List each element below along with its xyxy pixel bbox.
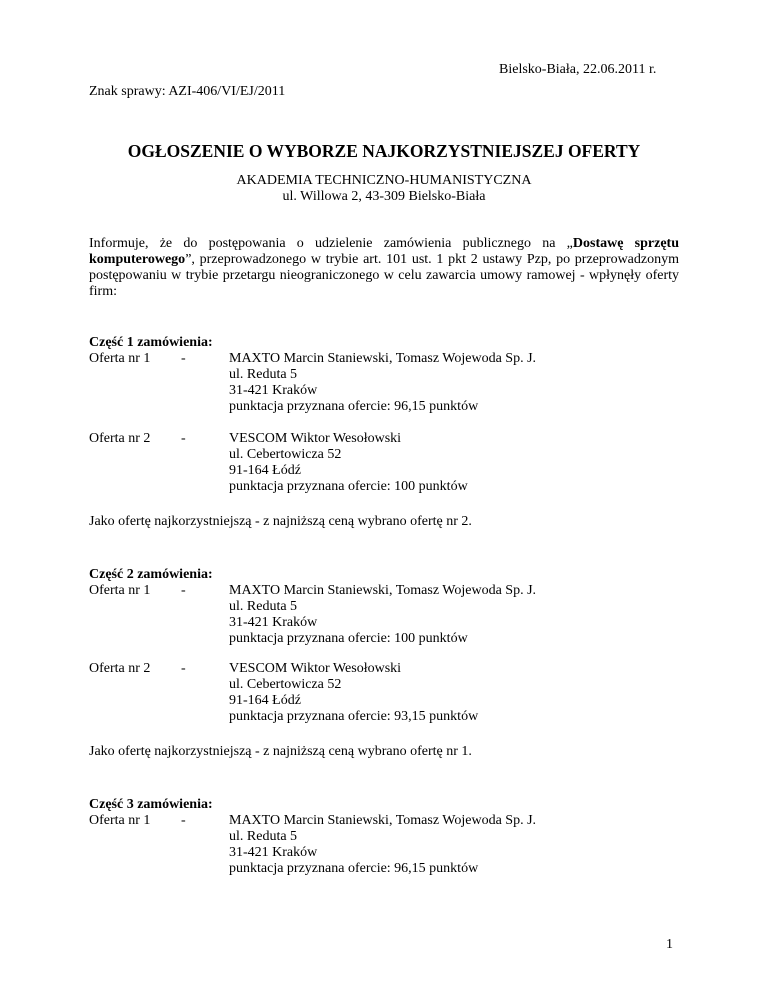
offer-street: ul. Cebertowicza 52 (229, 677, 342, 692)
offer-score: punktacja przyznana ofercie: 96,15 punktów (229, 399, 479, 414)
offer-score: punktacja przyznana ofercie: 100 punktów (229, 631, 468, 646)
offer-label: Oferta nr 1 (89, 813, 151, 828)
offer-label: Oferta nr 2 (89, 661, 151, 676)
offer-dash: - (181, 431, 186, 446)
offer-street: ul. Reduta 5 (229, 367, 298, 382)
offer-score: punktacja przyznana ofercie: 96,15 punktów (229, 861, 479, 876)
offer-city: 31-421 Kraków (229, 383, 318, 398)
offer-company: MAXTO Marcin Staniewski, Tomasz Wojewoda Sp. J. (229, 813, 537, 828)
document-title: OGŁOSZENIE O WYBORZE NAJKORZYSTNIEJSZEJ OFERTY (127, 141, 641, 161)
offer-dash: - (181, 813, 186, 828)
offer-city: 91-164 Łódź (229, 693, 301, 708)
offer-street: ul. Cebertowicza 52 (229, 447, 342, 462)
part-2-section (89, 567, 689, 647)
offer-dash: - (181, 351, 186, 366)
part-3-section (89, 797, 689, 877)
offer-city: 31-421 Kraków (229, 845, 318, 860)
offer-city: 91-164 Łódź (229, 463, 301, 478)
institution-name: AKADEMIA TECHNICZNO-HUMANISTYCZNA (236, 173, 532, 188)
part-1-offer-2 (89, 431, 689, 495)
intro-text-after: ”, przeprowadzonego w trybie art. 101 ust. 1 pkt 2 ustawy Pzp, po przeprowadzonym postępowaniu w trybie przetargu nieograniczonego w celu zawarcia umowy ramowej - wpłynęły oferty firm: (89, 252, 679, 299)
offer-dash: - (181, 583, 186, 598)
part-1-section (89, 335, 689, 415)
place-date: Bielsko-Biała, 22.06.2011 r. (499, 62, 657, 77)
offer-street: ul. Reduta 5 (229, 599, 298, 614)
page-number: 1 (666, 937, 673, 952)
offer-dash: - (181, 661, 186, 676)
offer-score: punktacja przyznana ofercie: 100 punktów (229, 479, 468, 494)
intro-subject: Dostawę sprzętu komputerowego (89, 236, 679, 267)
case-reference: Znak sprawy: AZI-406/VI/EJ/2011 (89, 84, 286, 99)
intro-paragraph (89, 236, 679, 300)
part-heading: Część 1 zamówienia: (89, 335, 213, 350)
part-heading: Część 2 zamówienia: (89, 567, 213, 582)
intro-text-before: Informuje, że do postępowania o udzielenie zamówienia publicznego na „ (89, 236, 573, 251)
offer-label: Oferta nr 1 (89, 351, 151, 366)
part-2-offer-2 (89, 661, 689, 725)
offer-company: MAXTO Marcin Staniewski, Tomasz Wojewoda Sp. J. (229, 351, 537, 366)
offer-company: VESCOM Wiktor Wesołowski (229, 431, 402, 446)
institution-address: ul. Willowa 2, 43-309 Bielsko-Biała (282, 189, 486, 204)
part-heading: Część 3 zamówienia: (89, 797, 213, 812)
offer-score: punktacja przyznana ofercie: 93,15 punktów (229, 709, 479, 724)
part-1-conclusion: Jako ofertę najkorzystniejszą - z najniższą ceną wybrano ofertę nr 2. (89, 514, 472, 529)
offer-label: Oferta nr 1 (89, 583, 151, 598)
offer-city: 31-421 Kraków (229, 615, 318, 630)
part-2-conclusion: Jako ofertę najkorzystniejszą - z najniższą ceną wybrano ofertę nr 1. (89, 744, 472, 759)
offer-company: VESCOM Wiktor Wesołowski (229, 661, 402, 676)
offer-label: Oferta nr 2 (89, 431, 151, 446)
offer-street: ul. Reduta 5 (229, 829, 298, 844)
offer-company: MAXTO Marcin Staniewski, Tomasz Wojewoda Sp. J. (229, 583, 537, 598)
